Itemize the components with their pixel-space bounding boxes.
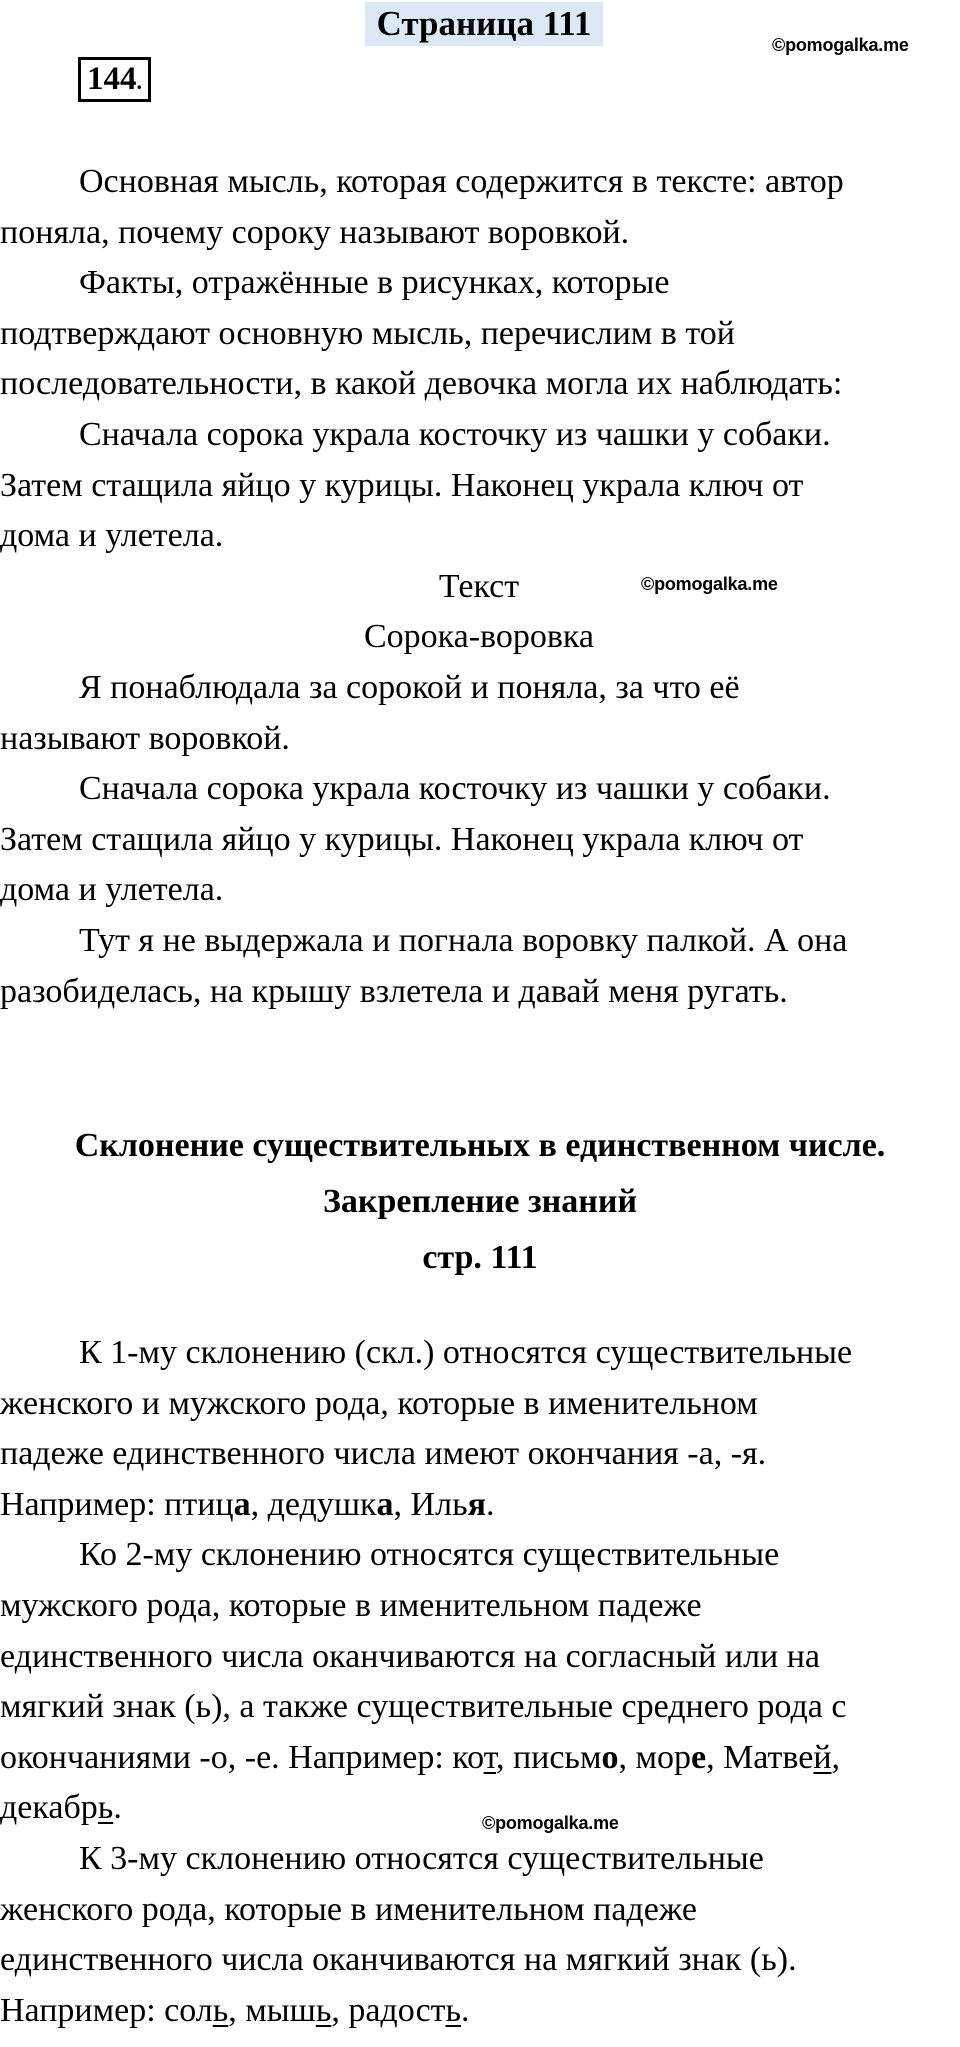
text-line: мужского рода, которые в именительном падеже — [0, 1586, 702, 1624]
example-prefix: Например: — [0, 1485, 165, 1523]
ending: ь — [212, 1991, 229, 2029]
story-line: Затем стащила яйцо у курицы. Наконец украла ключ от — [0, 820, 804, 858]
story-line: дома и улетела. — [0, 871, 224, 909]
ending: я — [467, 1485, 486, 1523]
ending: о — [601, 1738, 619, 1776]
task-number-suffix: . — [136, 69, 142, 94]
text-label: Текст — [438, 567, 520, 605]
text-line: последовательности, в какой девочка могла их наблюдать: — [0, 365, 843, 403]
answer-text — [0, 157, 958, 1017]
watermark[interactable]: ©pomogalka.me — [641, 574, 778, 594]
text-line: Сначала сорока украла косточку из чашки у собаки. — [79, 415, 831, 453]
ending: а — [233, 1485, 251, 1523]
ending: ь — [445, 1991, 462, 2029]
heading-line: Склонение существительных в единственном числе. — [74, 1127, 886, 1164]
text-line: падеже единственного числа имеют окончания -а, -я. — [0, 1435, 767, 1473]
task-number: 144 — [87, 61, 137, 97]
text-line: Факты, отражённые в рисунках, которые — [79, 264, 670, 302]
text-line: К 3-му склонению относятся существительные — [79, 1839, 764, 1877]
story-line: разобиделась, на крышу взлетела и давай меня ругать. — [0, 972, 788, 1010]
watermark[interactable]: ©pomogalka.me — [772, 35, 909, 55]
story-line: Я понаблюдала за сорокой и поняла, за что её — [79, 668, 740, 706]
ending: т — [483, 1738, 496, 1776]
task-number-box — [78, 57, 151, 102]
text-line: подтверждают основную мысль, перечислим в той — [0, 314, 735, 352]
text-line: К 1-му склонению (скл.) относятся существительные — [79, 1334, 853, 1371]
text-line: поняла, почему сороку называют воровкой. — [0, 213, 630, 251]
declension-text — [0, 1328, 958, 2036]
watermark[interactable]: ©pomogalka.me — [482, 1813, 619, 1833]
example-line: Например: соль, мышь, радость. — [0, 1991, 470, 2029]
story-title: Сорока-воровка — [363, 618, 595, 656]
text-line: единственного числа оканчиваются на согласный или на — [0, 1637, 821, 1675]
heading-line: стр. 111 — [422, 1239, 538, 1276]
story-line: Сначала сорока украла косточку из чашки у собаки. — [79, 770, 831, 808]
ending: ь — [97, 1789, 114, 1827]
example-line: декабрь. — [0, 1789, 122, 1827]
text-line: Ко 2-му склонению относятся существительные — [79, 1536, 780, 1574]
heading-line: Закрепление знаний — [322, 1183, 638, 1220]
text-line: женского рода, которые в именительном падеже — [0, 1890, 697, 1928]
story-line: Тут я не выдержала и погнала воровку палкой. А она — [79, 921, 848, 959]
story-line: называют воровкой. — [0, 719, 290, 757]
text-line: Затем стащила яйцо у курицы. Наконец украла ключ от — [0, 466, 804, 504]
text-line: единственного числа оканчиваются на мягкий знак (ь). — [0, 1941, 797, 1979]
example-line: Например: птица, дедушка, Илья. — [0, 1485, 495, 1523]
text-line: Основная мысль, которая содержится в тексте: автор — [79, 163, 844, 200]
text-line: женского и мужского рода, которые в именительном — [0, 1384, 758, 1422]
example-line: окончаниями -о, -е. Например: кот, письмо, море, Матвей, — [0, 1738, 841, 1776]
ending: ь — [315, 1991, 332, 2029]
ending: а — [376, 1485, 394, 1523]
ending: е — [690, 1738, 707, 1776]
section-heading — [0, 1118, 960, 1286]
ending: й — [813, 1738, 832, 1776]
page-title: Страница 111 — [365, 2, 603, 46]
text-line: мягкий знак (ь), а также существительные среднего рода с — [0, 1688, 847, 1726]
text-line: дома и улетела. — [0, 517, 224, 555]
